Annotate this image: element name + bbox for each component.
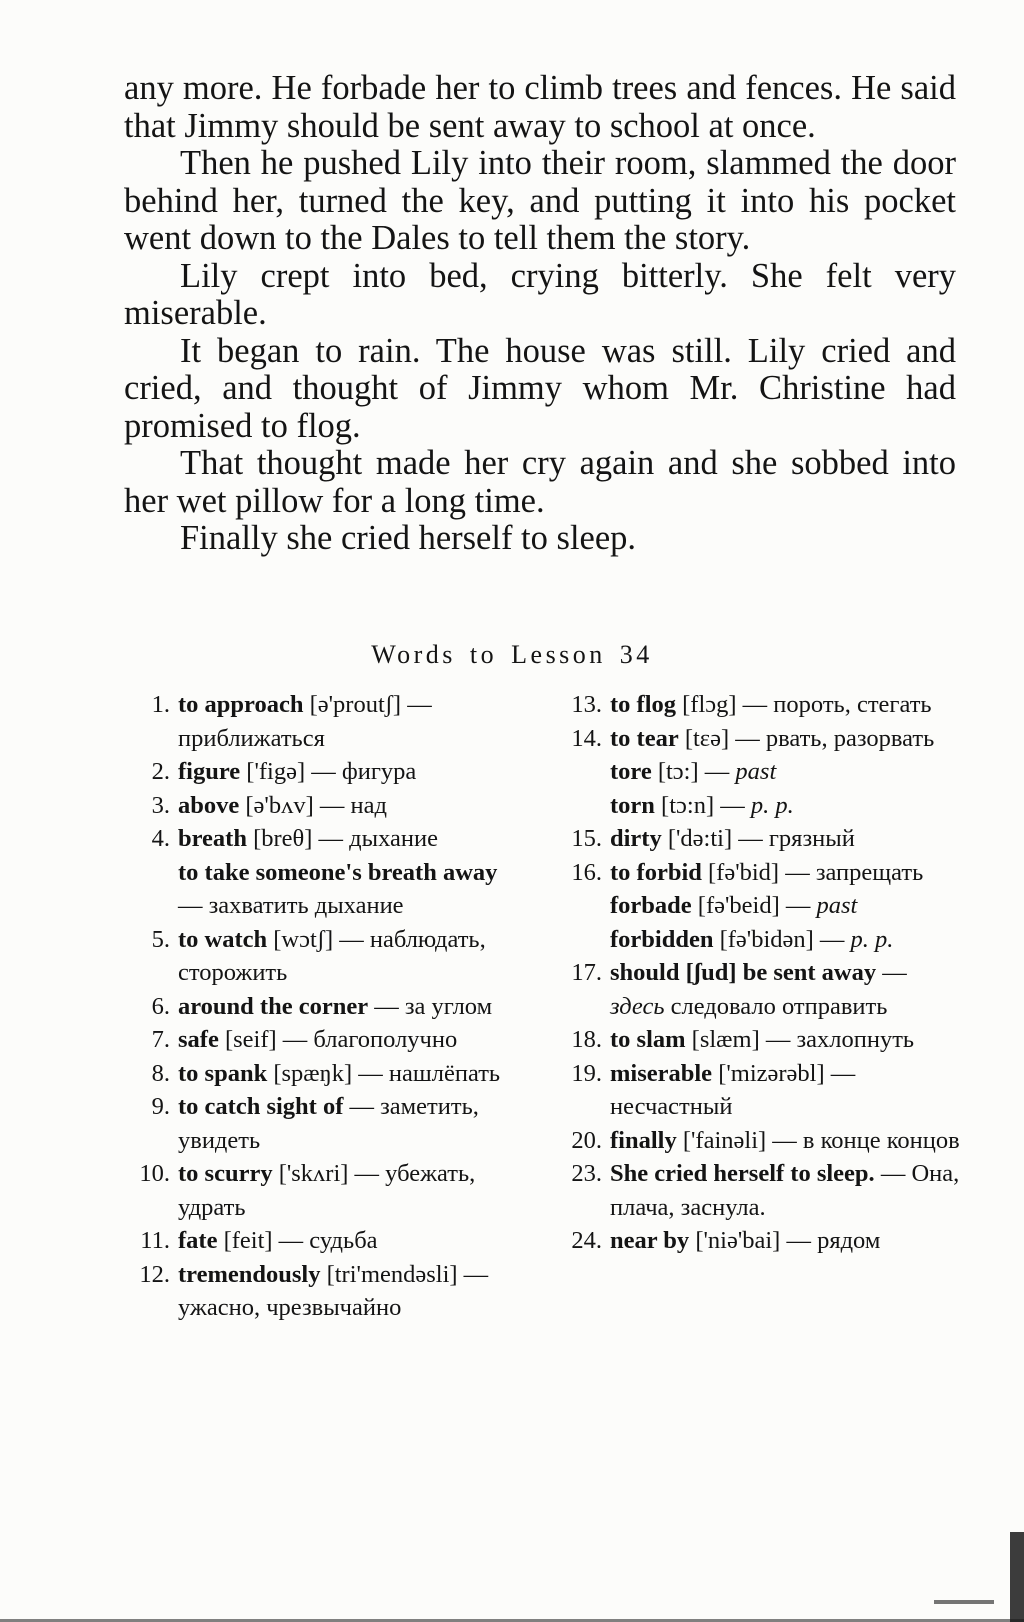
entry-term: breath [178,825,247,852]
vocab-entry [562,1023,962,1057]
entry-term: to tear [610,724,679,752]
entry-subline [610,889,962,923]
scan-edge-corner [1010,1532,1024,1622]
entry-definition: [fə'bid] — запрещать [701,858,924,886]
vocab-entry [562,1057,962,1124]
entry-term: should [ʃud] be sent away [610,959,877,986]
entry-number: 20. [571,1126,602,1154]
entry-grammar-note: p. p. [750,791,794,819]
entry-definition: [spæŋk] — нашлёпать [267,1059,501,1087]
vocabulary-heading: Words to Lesson 34 [371,640,653,669]
entry-grammar-note: past [816,892,858,919]
entry-subterm: to take someone's breath away [178,858,498,886]
entry-number: 24. [571,1227,602,1254]
vocabulary-column-right [562,688,962,1258]
vocab-entry [130,1023,515,1057]
vocab-entry [130,1224,515,1258]
entry-term: to watch [178,925,268,953]
entry-subterm: tore [610,758,652,785]
story-paragraph: Lily crept into bed, crying bitterly. She felt very miserable. [124,256,956,332]
vocab-entry [130,688,515,755]
story-paragraph: Finally she cried herself to sleep. [180,519,637,557]
entry-number: 7. [151,1026,170,1053]
entry-definition: [wɔtʃ] — наблюдать, сторожить [178,925,486,986]
entry-usage-note: здесь [610,992,665,1020]
vocab-entry [562,1157,962,1224]
entry-number: 15. [571,825,602,852]
entry-number: 2. [151,758,170,785]
vocab-entry [130,1258,515,1325]
entry-definition: ['də:ti] — грязный [661,825,855,852]
entry-definition: — заметить, увидеть [178,1093,479,1154]
entry-grammar-note: p. p. [850,925,894,953]
entry-term: miserable [610,1059,713,1087]
entry-number: 1. [151,691,170,718]
entry-number: 10. [139,1160,170,1187]
entry-definition: ['fainəli] — в конце концов [676,1126,960,1154]
entry-definition: ['mizərəbl] — несчастный [610,1059,856,1120]
entry-number: 14. [571,724,602,752]
entry-definition: — за углом [368,992,493,1020]
entry-subline [610,923,962,957]
entry-term: dirty [610,825,662,852]
entry-number: 19. [571,1059,602,1087]
entry-number: 8. [151,1059,170,1087]
entry-number: 13. [571,691,602,718]
story-paragraph: Then he pushed Lily into their room, slammed the door behind her, turned the key, and putting it into his pocket went down to the Dales to tell them the story. [124,144,956,257]
vocab-entry [130,1090,515,1157]
entry-grammar-note: past [735,758,777,785]
entry-definition: [tri'mendəsli] — ужасно, чрезвычайно [178,1260,489,1321]
entry-definition: — Она, плача, заснула. [610,1160,960,1221]
story-paragraph: It began to rain. The house was still. Lily cried and cried, and thought of Jimmy whom Mr. Christine had promised to flog. [124,331,956,445]
entry-term: She cried herself to sleep. [610,1160,875,1187]
entry-subline [610,990,962,1024]
entry-term: to forbid [610,858,702,886]
entry-number: 23. [571,1160,602,1187]
entry-subdefinition: [fə'bidən] — [713,925,851,953]
vocab-entry [130,822,515,923]
entry-term: near by [610,1227,690,1254]
vocab-entry [562,822,962,856]
story-text [124,70,956,558]
vocabulary-column-left [130,688,515,1325]
vocab-entry [130,755,515,789]
entry-number: 9. [151,1093,170,1120]
vocab-entry [130,789,515,823]
entry-number: 5. [151,925,170,953]
entry-definition: [feit] — судьба [217,1227,378,1254]
entry-subline [610,755,962,789]
entry-subdefinition: [fə'beid] — [691,892,817,919]
entry-subterm: torn [610,791,655,819]
entry-number: 3. [151,791,170,819]
story-paragraph: any more. He forbade her to climb trees and fences. He said that Jimmy should be sent away to school at once. [124,69,956,145]
entry-definition: [ə'proutʃ] — приближаться [178,691,432,752]
vocab-entry [130,1157,515,1224]
entry-number: 17. [571,959,602,986]
entry-number: 18. [571,1026,602,1053]
entry-definition: [flɔg] — пороть, стегать [676,691,932,718]
entry-definition: [breθ] — дыхание [246,825,439,852]
entry-term: to flog [610,691,676,718]
vocab-entry [130,923,515,990]
entry-subline [178,856,515,923]
entry-number: 4. [151,825,170,852]
entry-number: 16. [571,858,602,886]
entry-subline [610,789,962,823]
entry-subdefinition: [tɔ:] — [651,758,736,785]
entry-term: around the corner [178,992,369,1020]
entry-definition: — [876,959,907,986]
entry-term: figure [178,758,241,785]
entry-term: tremendously [178,1260,321,1288]
entry-number: 11. [140,1227,170,1254]
entry-definition: [ə'bʌv] — над [239,791,387,819]
vocab-entry [130,990,515,1024]
scan-smudge [934,1600,994,1604]
entry-definition: [seif] — благополучно [218,1026,458,1053]
entry-number: 12. [139,1260,170,1288]
entry-subterm: forbade [610,892,692,919]
vocab-entry [130,1057,515,1091]
entry-term: to approach [178,691,304,718]
entry-term: to scurry [178,1160,273,1187]
entry-term: safe [178,1026,219,1053]
entry-subdefinition: [tɔ:n] — [654,791,751,819]
entry-term: to slam [610,1026,686,1053]
entry-definition: ['figə] — фигура [240,758,417,785]
vocab-entry [562,722,962,823]
entry-term: fate [178,1227,218,1254]
entry-subdefinition: следовало отправить [664,992,888,1020]
vocab-entry [562,688,962,722]
entry-subdefinition: — захватить дыхание [178,892,404,919]
entry-definition: ['niə'bai] — рядом [689,1227,881,1254]
vocab-entry [562,1124,962,1158]
entry-definition: [tɛə] — рвать, разорвать [678,724,935,752]
entry-term: above [178,791,240,819]
story-paragraph: That thought made her cry again and she sobbed into her wet pillow for a long time. [124,444,956,520]
entry-definition: [slæm] — захлопнуть [685,1026,915,1053]
entry-definition: ['skʌri] — убежать, удрать [178,1160,476,1221]
entry-term: to spank [178,1059,268,1087]
vocab-entry [562,1224,962,1258]
entry-term: finally [610,1126,677,1154]
vocab-entry [562,956,962,1023]
entry-term: to catch sight of [178,1093,344,1120]
vocab-entry [562,856,962,957]
entry-number: 6. [151,992,170,1020]
entry-subterm: forbidden [610,925,714,953]
